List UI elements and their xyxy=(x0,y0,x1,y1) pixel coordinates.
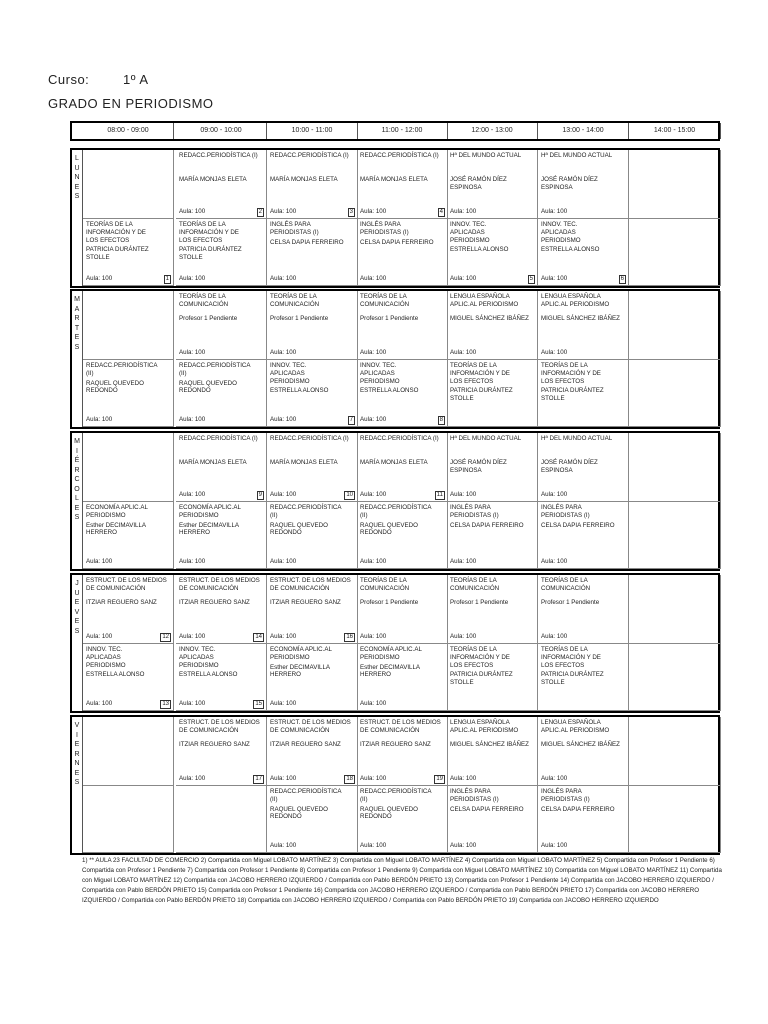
footnote-ref: 2 xyxy=(258,209,262,215)
schedule-cell xyxy=(267,644,358,711)
footnote-ref: 17 xyxy=(255,776,262,782)
course-room: Aula: 100 xyxy=(270,349,297,357)
schedule-cell xyxy=(447,219,538,286)
course-room: Aula: 100 xyxy=(360,700,387,708)
schedule-cell xyxy=(83,150,174,219)
time-slot-header: 09:00 - 10:00 xyxy=(176,123,267,139)
schedule-cell xyxy=(83,575,174,644)
schedule-cell xyxy=(267,150,358,219)
course-professor: ESTRELLA ALONSO xyxy=(360,387,419,395)
course-room: Aula: 100 xyxy=(450,208,477,216)
footnote-ref: 1 xyxy=(165,276,169,282)
schedule-cell xyxy=(267,786,358,853)
course-room: Aula: 100 xyxy=(179,349,206,357)
course-subject: ECONOMÍA APLIC.AL PERIODISMO xyxy=(179,504,241,519)
course-professor: Profesor 1 Pendiente xyxy=(450,598,509,606)
time-slot-header: 13:00 - 14:00 xyxy=(538,123,629,139)
time-header-row xyxy=(70,121,720,141)
course-professor: Profesor 1 Pendiente xyxy=(360,314,419,322)
course-subject: INGLÉS PARA PERIODISTAS (I) xyxy=(541,504,590,519)
course-room: Aula: 100 xyxy=(541,633,568,641)
footnote-ref: 18 xyxy=(346,776,353,782)
course-professor: PATRICIA DURÁNTEZ STOLLE xyxy=(450,387,513,403)
course-room: Aula: 100 xyxy=(360,558,387,566)
course-professor: JOSÉ RAMÓN DÍEZ ESPINOSA xyxy=(450,175,507,191)
course-subject: INGLÉS PARA PERIODISTAS (I) xyxy=(360,221,409,236)
course-subject: INNOV. TEC. APLICADAS PERIODISMO xyxy=(541,221,581,244)
course-subject: TEORÍAS DE LA COMUNICACIÓN xyxy=(360,293,410,308)
course-room: Aula: 100 xyxy=(360,275,387,283)
day-label: J U E V E S xyxy=(72,575,83,711)
schedule-cell xyxy=(83,291,174,360)
course-room: Aula: 100 xyxy=(270,491,297,499)
course-subject: TEORÍAS DE LA COMUNICACIÓN xyxy=(360,577,410,592)
degree-title: GRADO EN PERIODISMO xyxy=(48,96,214,111)
course-subject: Hª DEL MUNDO ACTUAL xyxy=(450,152,522,159)
course-professor: RAQUEL QUEVEDO REDONDO xyxy=(86,379,144,395)
course-room: Aula: 100 xyxy=(270,558,297,566)
footnote-ref: 15 xyxy=(255,701,262,707)
schedule-cell xyxy=(357,786,448,853)
schedule-cell xyxy=(629,291,721,360)
day-row xyxy=(70,431,720,571)
course-professor: CELSA DAPIA FERREIRO xyxy=(541,805,615,813)
day-label: V I E R N E S xyxy=(72,717,83,853)
course-professor: RAQUEL QUEVEDO REDONDO xyxy=(270,521,328,537)
course-room: Aula: 100 xyxy=(179,700,206,708)
schedule-cell xyxy=(357,150,448,219)
schedule-cell xyxy=(176,786,267,853)
schedule-cell xyxy=(538,360,629,427)
course-room: Aula: 100 xyxy=(270,208,297,216)
schedule-cell xyxy=(267,433,358,502)
day-label: L U N E S xyxy=(72,150,83,286)
course-subject: ECONOMÍA APLIC.AL PERIODISMO xyxy=(360,646,422,661)
footnote-ref: 5 xyxy=(529,276,533,282)
day-row xyxy=(70,715,720,855)
schedule-cell xyxy=(267,717,358,786)
course-room: Aula: 100 xyxy=(450,558,477,566)
schedule-cell xyxy=(447,291,538,360)
course-room: Aula: 100 xyxy=(179,558,206,566)
footnote-ref: 14 xyxy=(255,634,262,640)
course-subject: TEORÍAS DE LA COMUNICACIÓN xyxy=(270,293,320,308)
schedule-cell xyxy=(447,433,538,502)
footnote-ref: 13 xyxy=(162,701,169,707)
schedule-cell xyxy=(357,717,448,786)
schedule-cell xyxy=(538,644,629,711)
course-professor: MARÍA MONJAS ELETA xyxy=(179,175,247,183)
course-subject: ESTRUCT. DE LOS MEDIOS DE COMUNICACIÓN xyxy=(270,719,351,734)
schedule-cell xyxy=(83,219,174,286)
course-room: Aula: 100 xyxy=(541,208,568,216)
course-subject: INNOV. TEC. APLICADAS PERIODISMO xyxy=(450,221,490,244)
schedule-cell xyxy=(357,502,448,569)
schedule-cell xyxy=(83,786,174,853)
schedule-cell xyxy=(83,644,174,711)
course-professor: ITZIAR REGUERO SANZ xyxy=(179,740,250,748)
course-room: Aula: 100 xyxy=(179,775,206,783)
course-professor: MIGUEL SÁNCHEZ IBÁÑEZ xyxy=(450,314,529,322)
schedule-cell xyxy=(176,433,267,502)
course-professor: Esther DECIMAVILLA HERRERO xyxy=(179,521,240,537)
schedule-cell xyxy=(357,291,448,360)
schedule-cell xyxy=(629,433,721,502)
schedule-cell xyxy=(176,219,267,286)
schedule-cell xyxy=(629,360,721,427)
course-professor: Esther DECIMAVILLA HERRERO xyxy=(360,663,421,679)
schedule-cell xyxy=(357,575,448,644)
course-subject: LENGUA ESPAÑOLA APLIC.AL PERIODISMO xyxy=(541,293,610,308)
schedule-cell xyxy=(267,575,358,644)
course-subject: ESTRUCT. DE LOS MEDIOS DE COMUNICACIÓN xyxy=(179,577,260,592)
schedule-cell xyxy=(538,150,629,219)
course-professor: PATRICIA DURÁNTEZ STOLLE xyxy=(541,387,604,403)
schedule-cell xyxy=(176,360,267,427)
course-room: Aula: 100 xyxy=(541,842,568,850)
course-subject: ECONOMÍA APLIC.AL PERIODISMO xyxy=(86,504,148,519)
course-room: Aula: 100 xyxy=(86,275,113,283)
footnote-ref: 11 xyxy=(436,492,443,498)
course-subject: REDACC.PERIODÍSTICA (II) xyxy=(86,362,158,377)
schedule-cell xyxy=(357,360,448,427)
course-professor: MARÍA MONJAS ELETA xyxy=(270,458,338,466)
schedule-cell xyxy=(83,433,174,502)
schedule-cell xyxy=(176,575,267,644)
course-subject: LENGUA ESPAÑOLA APLIC.AL PERIODISMO xyxy=(450,719,519,734)
schedule-cell xyxy=(357,433,448,502)
schedule-cell xyxy=(447,502,538,569)
course-subject: REDACC.PERIODÍSTICA (II) xyxy=(270,504,342,519)
schedule-cell xyxy=(629,219,721,286)
course-professor: Profesor 1 Pendiente xyxy=(270,314,329,322)
course-professor: MIGUEL SÁNCHEZ IBÁÑEZ xyxy=(541,314,620,322)
schedule-cell xyxy=(267,219,358,286)
course-room: Aula: 100 xyxy=(270,700,297,708)
course-professor: CELSA DAPIA FERREIRO xyxy=(450,805,524,813)
course-subject: INNOV. TEC. APLICADAS PERIODISMO xyxy=(179,646,219,669)
footnote-ref: 8 xyxy=(439,417,443,423)
course-professor: RAQUEL QUEVEDO REDONDO xyxy=(179,379,237,395)
course-professor: JOSÉ RAMÓN DÍEZ ESPINOSA xyxy=(541,175,598,191)
course-professor: CELSA DAPIA FERREIRO xyxy=(270,238,344,246)
course-value: 1º A xyxy=(123,72,149,87)
schedule-cell xyxy=(267,291,358,360)
course-room: Aula: 100 xyxy=(450,842,477,850)
schedule-cell xyxy=(538,575,629,644)
schedule-cell xyxy=(538,433,629,502)
schedule-cell xyxy=(538,291,629,360)
course-room: Aula: 100 xyxy=(360,842,387,850)
course-professor: PATRICIA DURÁNTEZ STOLLE xyxy=(450,671,513,687)
course-subject: REDACC.PERIODÍSTICA (I) xyxy=(360,435,439,442)
time-slot-header: 10:00 - 11:00 xyxy=(267,123,358,139)
footnote-ref: 16 xyxy=(346,634,353,640)
course-professor: Profesor 1 Pendiente xyxy=(541,598,600,606)
course-professor: ITZIAR REGUERO SANZ xyxy=(270,598,341,606)
schedule-cell xyxy=(629,150,721,219)
course-subject: REDACC.PERIODÍSTICA (I) xyxy=(360,152,439,159)
course-professor: ESTRELLA ALONSO xyxy=(270,387,329,395)
course-room: Aula: 100 xyxy=(450,775,477,783)
course-professor: ESTRELLA ALONSO xyxy=(86,671,145,679)
schedule-cell xyxy=(538,219,629,286)
course-professor: PATRICIA DURÁNTEZ STOLLE xyxy=(541,671,604,687)
course-room: Aula: 100 xyxy=(541,491,568,499)
course-subject: ESTRUCT. DE LOS MEDIOS DE COMUNICACIÓN xyxy=(360,719,441,734)
schedule-cell xyxy=(538,502,629,569)
schedule-cell xyxy=(267,360,358,427)
schedule-cell xyxy=(538,717,629,786)
course-room: Aula: 100 xyxy=(360,416,387,424)
timetable xyxy=(70,121,720,854)
schedule-cell xyxy=(447,150,538,219)
time-slot-header: 11:00 - 12:00 xyxy=(357,123,448,139)
course-room: Aula: 100 xyxy=(86,416,113,424)
course-label: Curso: xyxy=(48,72,90,87)
schedule-cell xyxy=(447,717,538,786)
course-room: Aula: 100 xyxy=(450,349,477,357)
schedule-cell xyxy=(629,644,721,711)
course-room: Aula: 100 xyxy=(541,349,568,357)
schedule-cell xyxy=(357,219,448,286)
course-professor: MARÍA MONJAS ELETA xyxy=(360,175,428,183)
course-room: Aula: 100 xyxy=(360,208,387,216)
course-professor: ESTRELLA ALONSO xyxy=(541,246,600,254)
course-subject: ESTRUCT. DE LOS MEDIOS DE COMUNICACIÓN xyxy=(86,577,167,592)
course-professor: MARÍA MONJAS ELETA xyxy=(179,458,247,466)
course-room: Aula: 100 xyxy=(86,700,113,708)
time-slot-header: 12:00 - 13:00 xyxy=(447,123,538,139)
course-room: Aula: 100 xyxy=(179,208,206,216)
course-professor: ESTRELLA ALONSO xyxy=(179,671,238,679)
course-subject: INGLÉS PARA PERIODISTAS (I) xyxy=(270,221,319,236)
course-room: Aula: 100 xyxy=(360,775,387,783)
course-professor: MIGUEL SÁNCHEZ IBÁÑEZ xyxy=(450,740,529,748)
course-room: Aula: 100 xyxy=(541,558,568,566)
day-label: M I É R C O L E S xyxy=(72,433,83,569)
course-subject: INGLÉS PARA PERIODISTAS (I) xyxy=(541,788,590,803)
course-room: Aula: 100 xyxy=(270,775,297,783)
course-subject: INGLÉS PARA PERIODISTAS (I) xyxy=(450,504,499,519)
course-room: Aula: 100 xyxy=(360,633,387,641)
course-subject: Hª DEL MUNDO ACTUAL xyxy=(541,152,613,159)
course-line xyxy=(48,72,149,87)
course-professor: ITZIAR REGUERO SANZ xyxy=(360,740,431,748)
course-room: Aula: 100 xyxy=(450,633,477,641)
day-row xyxy=(70,573,720,713)
course-room: Aula: 100 xyxy=(270,275,297,283)
course-room: Aula: 100 xyxy=(450,275,477,283)
course-professor: JOSÉ RAMÓN DÍEZ ESPINOSA xyxy=(541,458,598,474)
schedule-cell xyxy=(176,291,267,360)
course-room: Aula: 100 xyxy=(541,275,568,283)
course-subject: REDACC.PERIODÍSTICA (II) xyxy=(179,362,251,377)
course-room: Aula: 100 xyxy=(179,275,206,283)
course-subject: INNOV. TEC. APLICADAS PERIODISMO xyxy=(86,646,126,669)
course-subject: REDACC.PERIODÍSTICA (II) xyxy=(270,788,342,803)
course-professor: CELSA DAPIA FERREIRO xyxy=(541,521,615,529)
schedule-cell xyxy=(83,360,174,427)
course-room: Aula: 100 xyxy=(360,491,387,499)
schedule-cell xyxy=(176,644,267,711)
schedule-cell xyxy=(629,786,721,853)
course-room: Aula: 100 xyxy=(360,349,387,357)
course-subject: Hª DEL MUNDO ACTUAL xyxy=(541,435,613,442)
course-professor: CELSA DAPIA FERREIRO xyxy=(360,238,434,246)
footnote-ref: 4 xyxy=(439,209,443,215)
schedule-cell xyxy=(176,502,267,569)
course-room: Aula: 100 xyxy=(179,633,206,641)
course-subject: Hª DEL MUNDO ACTUAL xyxy=(450,435,522,442)
footnote-ref: 9 xyxy=(258,492,262,498)
course-professor: RAQUEL QUEVEDO REDONDO xyxy=(360,805,418,821)
course-room: Aula: 100 xyxy=(179,491,206,499)
schedule-cell xyxy=(267,502,358,569)
schedule-cell xyxy=(447,575,538,644)
schedule-cell xyxy=(629,502,721,569)
schedule-cell xyxy=(176,717,267,786)
schedule-cell xyxy=(629,717,721,786)
course-professor: MARÍA MONJAS ELETA xyxy=(270,175,338,183)
course-subject: TEORÍAS DE LA COMUNICACIÓN xyxy=(179,293,229,308)
course-subject: LENGUA ESPAÑOLA APLIC.AL PERIODISMO xyxy=(541,719,610,734)
course-subject: ECONOMÍA APLIC.AL PERIODISMO xyxy=(270,646,332,661)
footnote-ref: 12 xyxy=(162,634,169,640)
course-professor: Esther DECIMAVILLA HERRERO xyxy=(270,663,331,679)
course-professor: PATRICIA DURÁNTEZ STOLLE xyxy=(86,246,149,262)
course-room: Aula: 100 xyxy=(86,558,113,566)
course-professor: Profesor 1 Pendiente xyxy=(360,598,419,606)
course-room: Aula: 100 xyxy=(270,842,297,850)
course-subject: REDACC.PERIODÍSTICA (I) xyxy=(179,152,258,159)
schedule-cell xyxy=(447,360,538,427)
schedule-cell xyxy=(538,786,629,853)
schedule-cell xyxy=(357,644,448,711)
course-subject: REDACC.PERIODÍSTICA (II) xyxy=(360,504,432,519)
course-professor: PATRICIA DURÁNTEZ STOLLE xyxy=(179,246,242,262)
course-subject: INNOV. TEC. APLICADAS PERIODISMO xyxy=(270,362,310,385)
course-room: Aula: 100 xyxy=(270,416,297,424)
course-room: Aula: 100 xyxy=(270,633,297,641)
course-professor: MARÍA MONJAS ELETA xyxy=(360,458,428,466)
schedule-cell xyxy=(83,717,174,786)
schedule-cell xyxy=(176,150,267,219)
course-subject: REDACC.PERIODÍSTICA (I) xyxy=(179,435,258,442)
day-row xyxy=(70,148,720,288)
course-subject: TEORÍAS DE LA INFORMACIÓN Y DE LOS EFECTOS xyxy=(541,646,601,669)
course-subject: REDACC.PERIODÍSTICA (I) xyxy=(270,435,349,442)
course-professor: ITZIAR REGUERO SANZ xyxy=(86,598,157,606)
course-subject: REDACC.PERIODÍSTICA (I) xyxy=(270,152,349,159)
course-room: Aula: 100 xyxy=(86,633,113,641)
footnote-ref: 19 xyxy=(436,776,443,782)
course-subject: TEORÍAS DE LA INFORMACIÓN Y DE LOS EFECTOS xyxy=(179,221,239,244)
footnotes: 1) ** AULA 23 FACULTAD DE COMERCIO 2) Compartida con Miguel LOBATO MARTÍNEZ 3) Compartida con Miguel LOBATO MARTÍNEZ 4) Compartida con Miguel LOBATO MARTÍNEZ 5) Compartida con Profesor 1 Pendiente 6) Compartida con Profesor 1 Pendiente 7) Compartida con Profesor 1 Pendiente 8) Compartida con Profesor 1 Pendiente 9) Compartida con Miguel LOBATO MARTÍNEZ 10) Compartida con Miguel LOBATO MARTÍNEZ 11) Compartida con Miguel LOBATO MARTÍNEZ 12) Compartida con JACOBO HERRERO IZQUIERDO / Compartida con Pablo BERDÓN PRIETO 13) Compartida con Profesor 1 Pendiente 14) Compartida con JACOBO HERRERO IZQUIERDO / Compartida con Pablo BERDÓN PRIETO 15) Compartida con Profesor 1 Pendiente 16) Compartida con JACOBO HERRERO IZQUIERDO / Compartida con Pablo BERDÓN PRIETO 17) Compartida con JACOBO HERRERO IZQUIERDO / Compartida con Pablo BERDÓN PRIETO 18) Compartida con JACOBO HERRERO IZQUIERDO / Compartida con Pablo BERDÓN PRIETO 19) Compartida con JACOBO HERRERO IZQUIERDO xyxy=(82,857,722,904)
schedule-cell xyxy=(447,644,538,711)
course-subject: ESTRUCT. DE LOS MEDIOS DE COMUNICACIÓN xyxy=(270,577,351,592)
course-professor: JOSÉ RAMÓN DÍEZ ESPINOSA xyxy=(450,458,507,474)
course-subject: TEORÍAS DE LA COMUNICACIÓN xyxy=(541,577,591,592)
course-subject: INNOV. TEC. APLICADAS PERIODISMO xyxy=(360,362,400,385)
course-subject: TEORÍAS DE LA INFORMACIÓN Y DE LOS EFECTOS xyxy=(450,646,510,669)
course-room: Aula: 100 xyxy=(541,775,568,783)
footnote-ref: 7 xyxy=(349,417,353,423)
day-label: M A R T E S xyxy=(72,291,83,427)
course-subject: TEORÍAS DE LA INFORMACIÓN Y DE LOS EFECTOS xyxy=(86,221,146,244)
footnote-ref: 3 xyxy=(349,209,353,215)
schedule-cell xyxy=(447,786,538,853)
course-professor: RAQUEL QUEVEDO REDONDO xyxy=(270,805,328,821)
course-professor: ITZIAR REGUERO SANZ xyxy=(270,740,341,748)
footnote-ref: 6 xyxy=(620,276,624,282)
course-professor: ESTRELLA ALONSO xyxy=(450,246,509,254)
time-slot-header: 08:00 - 09:00 xyxy=(83,123,174,139)
course-subject: REDACC.PERIODÍSTICA (II) xyxy=(360,788,432,803)
course-subject: TEORÍAS DE LA COMUNICACIÓN xyxy=(450,577,500,592)
course-professor: ITZIAR REGUERO SANZ xyxy=(179,598,250,606)
course-room: Aula: 100 xyxy=(179,416,206,424)
course-room: Aula: 100 xyxy=(450,491,477,499)
course-subject: INGLÉS PARA PERIODISTAS (I) xyxy=(450,788,499,803)
course-professor: Profesor 1 Pendiente xyxy=(179,314,238,322)
course-professor: RAQUEL QUEVEDO REDONDO xyxy=(360,521,418,537)
course-professor: MIGUEL SÁNCHEZ IBÁÑEZ xyxy=(541,740,620,748)
schedule-cell xyxy=(83,502,174,569)
footnote-ref: 10 xyxy=(346,492,353,498)
course-subject: TEORÍAS DE LA INFORMACIÓN Y DE LOS EFECTOS xyxy=(450,362,510,385)
course-professor: Esther DECIMAVILLA HERRERO xyxy=(86,521,147,537)
time-slot-header: 14:00 - 15:00 xyxy=(629,123,721,139)
schedule-cell xyxy=(629,575,721,644)
course-subject: ESTRUCT. DE LOS MEDIOS DE COMUNICACIÓN xyxy=(179,719,260,734)
course-subject: TEORÍAS DE LA INFORMACIÓN Y DE LOS EFECTOS xyxy=(541,362,601,385)
course-professor: CELSA DAPIA FERREIRO xyxy=(450,521,524,529)
course-subject: LENGUA ESPAÑOLA APLIC.AL PERIODISMO xyxy=(450,293,519,308)
day-row xyxy=(70,289,720,429)
